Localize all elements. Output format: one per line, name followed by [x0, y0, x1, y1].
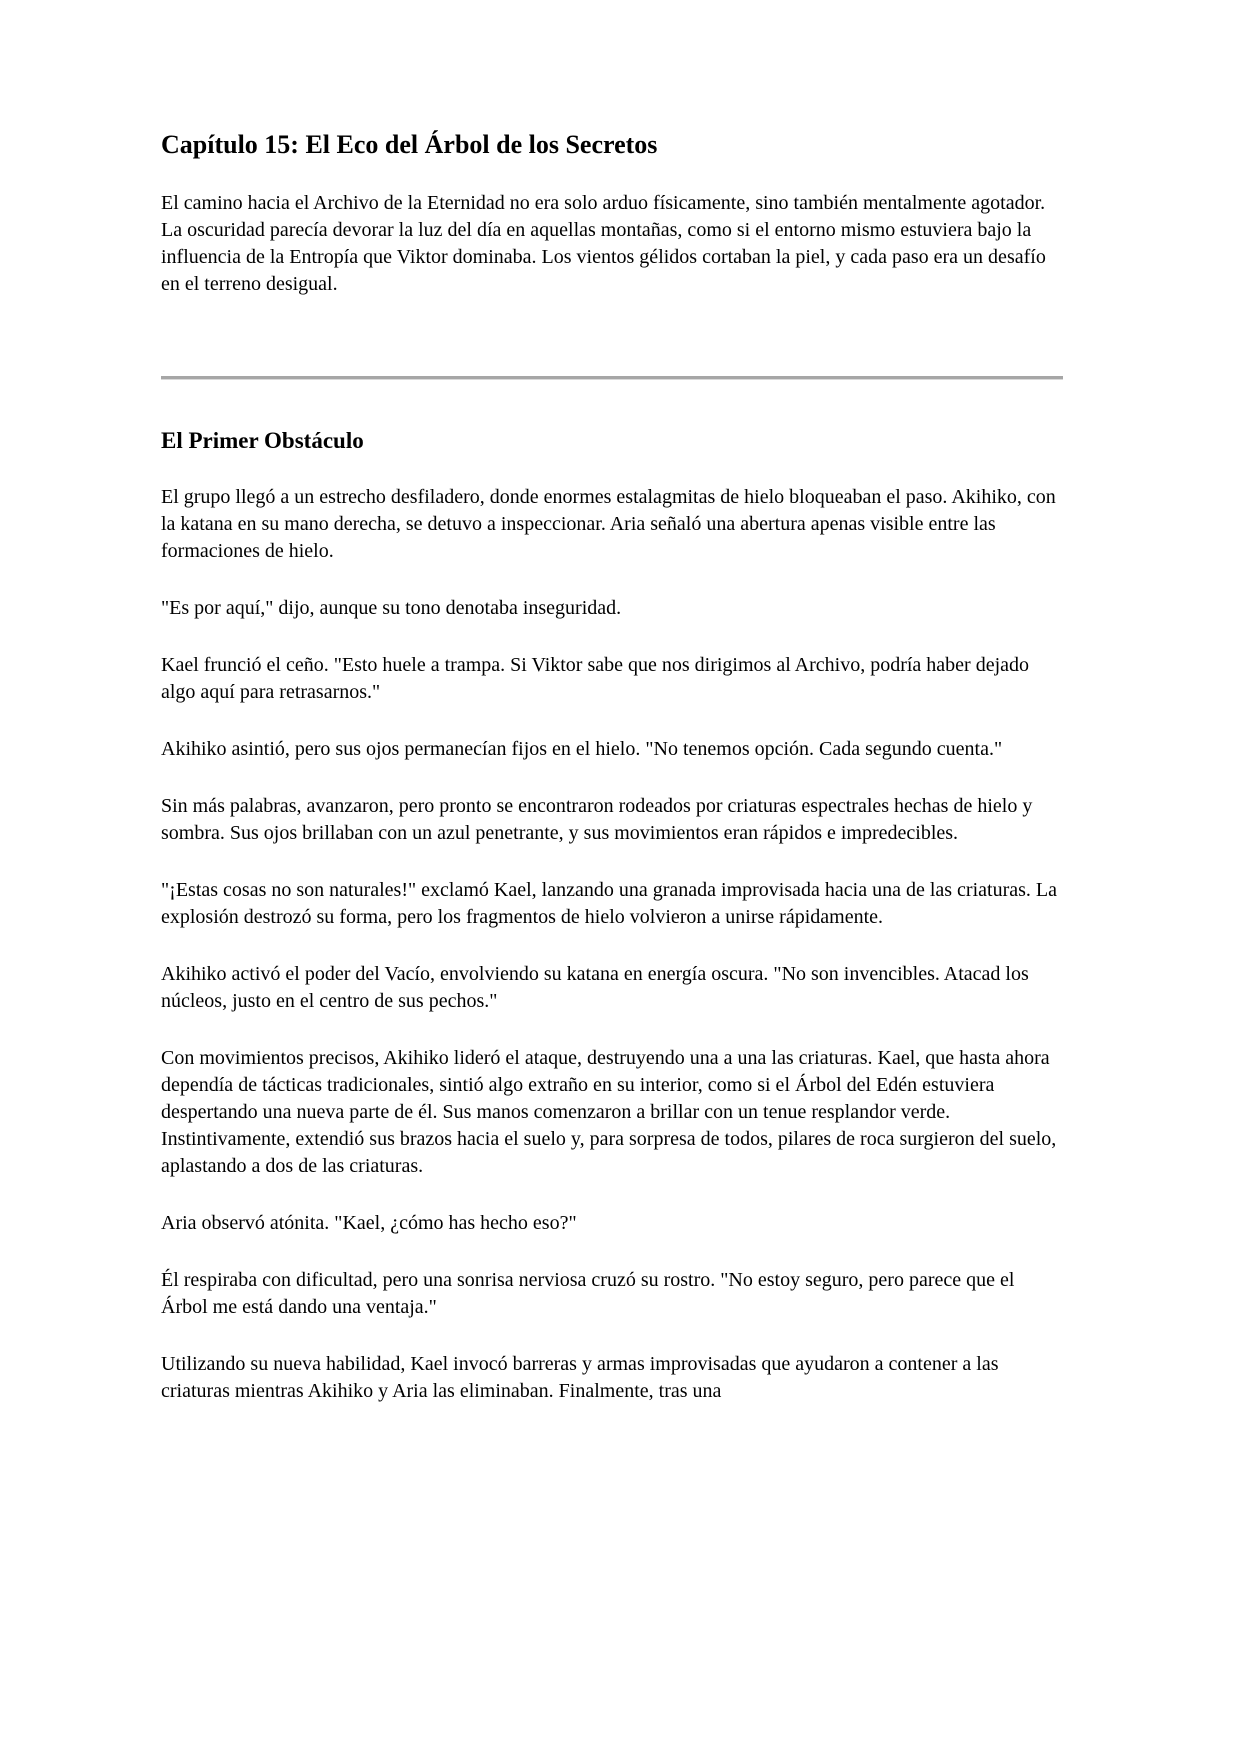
chapter-title: Capítulo 15: El Eco del Árbol de los Secretos [161, 130, 658, 159]
story-paragraph: Akihiko asintió, pero sus ojos permanecían fijos en el hielo. "No tenemos opción. Cada segundo cuenta." [161, 738, 1003, 760]
story-paragraph: "¡Estas cosas no son naturales!" exclamó Kael, lanzando una granada improvisada hacia una de las criaturas. La explosión destrozó su forma, pero los fragmentos de hielo volvieron a unirse rápidamente. [161, 879, 1057, 928]
story-paragraph: Él respiraba con dificultad, pero una sonrisa nerviosa cruzó su rostro. "No estoy seguro, pero parece que el Árbol me está dando una ventaja." [161, 1269, 1015, 1318]
story-paragraph: Con movimientos precisos, Akihiko lideró el ataque, destruyendo una a una las criaturas. Kael, que hasta ahora dependía de tácticas tradicionales, sintió algo extraño en su interior, como si el Árbol del Edén estuviera despertando una nueva parte de él. Sus manos comenzaron a brillar con un tenue resplandor verde. Instintivamente, extendió sus brazos hacia el suelo y, para sorpresa de todos, pilares de roca surgieron del suelo, aplastando a dos de las criaturas. [161, 1047, 1057, 1177]
section-heading: El Primer Obstáculo [161, 428, 364, 453]
story-paragraph: Utilizando su nueva habilidad, Kael invocó barreras y armas improvisadas que ayudaron a contener a las criaturas mientras Akihiko y Aria las eliminaban. Finalmente, tras una [161, 1353, 999, 1402]
story-paragraph: Sin más palabras, avanzaron, pero pronto se encontraron rodeados por criaturas espectrales hechas de hielo y sombra. Sus ojos brillaban con un azul penetrante, y sus movimientos eran rápidos e impredecibles. [161, 795, 1033, 844]
story-paragraph: Kael frunció el ceño. "Esto huele a trampa. Si Viktor sabe que nos dirigimos al Archivo, podría haber dejado algo aquí para retrasarnos." [161, 654, 1030, 703]
story-paragraph: "Es por aquí," dijo, aunque su tono denotaba inseguridad. [161, 597, 622, 619]
story-paragraph: El grupo llegó a un estrecho desfiladero, donde enormes estalagmitas de hielo bloqueaban el paso. Akihiko, con la katana en su mano derecha, se detuvo a inspeccionar. Aria señaló una abertura apenas visible entre las formaciones de hielo. [161, 486, 1056, 562]
story-paragraph: Aria observó atónita. "Kael, ¿cómo has hecho eso?" [161, 1212, 577, 1234]
section-divider [161, 376, 1063, 380]
story-paragraph: Akihiko activó el poder del Vacío, envolviendo su katana en energía oscura. "No son invencibles. Atacad los núcleos, justo en el centro de sus pechos." [161, 963, 1029, 1012]
intro-paragraph: El camino hacia el Archivo de la Eternidad no era solo arduo físicamente, sino también mentalmente agotador. La oscuridad parecía devorar la luz del día en aquellas montañas, como si el entorno mismo estuviera bajo la influencia de la Entropía que Viktor dominaba. Los vientos gélidos cortaban la piel, y cada paso era un desafío en el terreno desigual. [161, 192, 1046, 295]
